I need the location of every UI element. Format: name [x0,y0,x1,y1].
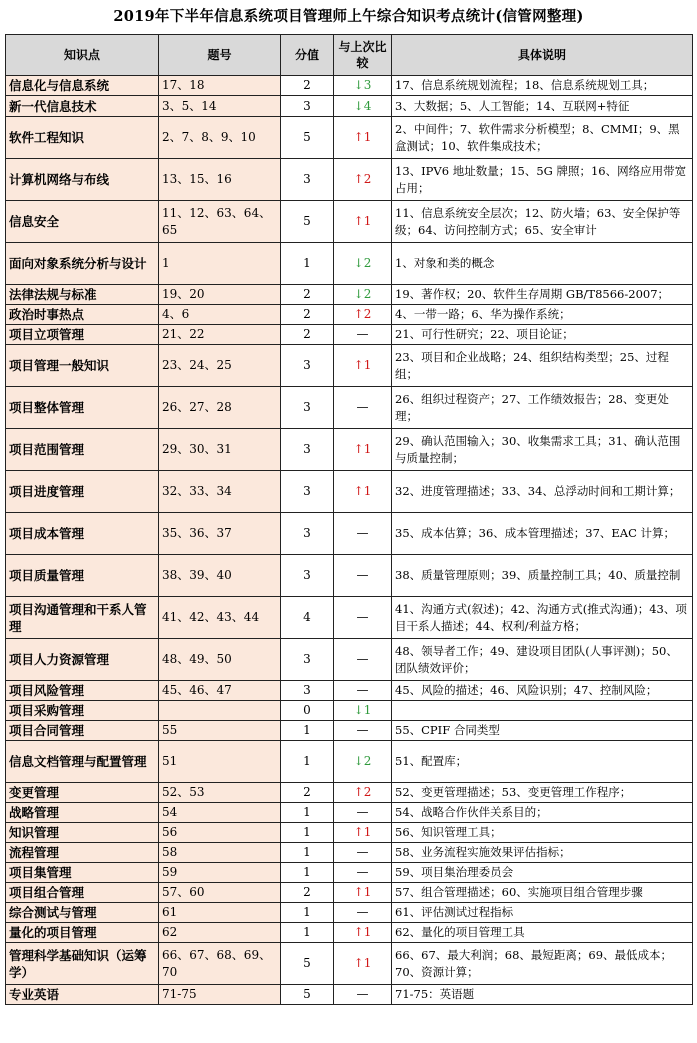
description-cell: 54、战略合作伙伴关系目的； [392,803,693,823]
compare-cell [334,243,392,285]
description-cell: 71-75：英语题 [392,985,693,1005]
compare-cell [334,117,392,159]
question-numbers-cell: 71-75 [159,985,281,1005]
compare-value: 1 [363,214,372,228]
score-cell: 5 [281,943,334,985]
question-numbers-cell: 1 [159,243,281,285]
description-cell: 21、可行性研究；22、项目论证； [392,325,693,345]
score-cell: 2 [281,325,334,345]
score-cell: 3 [281,471,334,513]
description-cell: 55、CPIF 合同类型 [392,721,693,741]
table-row [6,783,693,803]
topic-cell: 综合测试与管理 [6,903,159,923]
no-change-dash: — [356,568,369,582]
arrow-up-icon: ↑ [353,442,364,456]
question-numbers-cell: 11、12、63、64、65 [159,201,281,243]
compare-cell [334,843,392,863]
table-row [6,823,693,843]
table-row [6,741,693,783]
description-cell: 29、确认范围输入；30、收集需求工具；31、确认范围与质量控制； [392,429,693,471]
arrow-up-icon: ↑ [353,130,364,144]
score-cell: 4 [281,597,334,639]
compare-cell [334,701,392,721]
compare-value: 1 [363,885,372,899]
description-cell: 41、沟通方式(叙述)；42、沟通方式(推式沟通)；43、项目干系人描述；44、权利/利益方格； [392,597,693,639]
table-row [6,639,693,681]
header-description: 具体说明 [392,35,693,76]
question-numbers-cell: 54 [159,803,281,823]
topic-cell: 计算机网络与布线 [6,159,159,201]
no-change-dash: — [356,723,369,737]
score-cell: 3 [281,429,334,471]
table-body [6,76,693,1005]
no-change-dash: — [356,683,369,697]
compare-cell [334,96,392,117]
compare-cell [334,985,392,1005]
compare-cell [334,201,392,243]
description-cell [392,701,693,721]
topic-cell: 项目采购管理 [6,701,159,721]
topic-cell: 项目质量管理 [6,555,159,597]
topic-cell: 软件工程知识 [6,117,159,159]
table-row [6,76,693,96]
compare-cell [334,387,392,429]
question-numbers-cell: 38、39、40 [159,555,281,597]
arrow-up-icon: ↑ [353,956,364,970]
score-cell: 3 [281,681,334,701]
description-cell: 66、67、最大利润；68、最短距离；69、最低成本；70、资源计算； [392,943,693,985]
table-row [6,721,693,741]
score-cell: 1 [281,863,334,883]
compare-value: 2 [363,287,372,301]
description-cell: 56、知识管理工具； [392,823,693,843]
topic-cell: 项目沟通管理和干系人管理 [6,597,159,639]
description-cell: 58、业务流程实施效果评估指标； [392,843,693,863]
table-row [6,513,693,555]
score-cell: 3 [281,96,334,117]
arrow-down-icon: ↓ [353,703,364,717]
table-row [6,285,693,305]
no-change-dash: — [356,845,369,859]
topic-cell: 量化的项目管理 [6,923,159,943]
description-cell: 4、一带一路；6、华为操作系统； [392,305,693,325]
score-cell: 1 [281,741,334,783]
header-question-numbers: 题号 [159,35,281,76]
question-numbers-cell [159,701,281,721]
compare-value: 2 [363,754,372,768]
knowledge-table [5,34,693,1005]
arrow-up-icon: ↑ [353,885,364,899]
question-numbers-cell: 35、36、37 [159,513,281,555]
description-cell: 48、领导者工作；49、建设项目团队(人事评测)；50、团队绩效评价； [392,639,693,681]
table-row [6,387,693,429]
description-cell: 19、著作权；20、软件生存周期 GB/T8566-2007； [392,285,693,305]
compare-value: 2 [363,172,372,186]
question-numbers-cell: 55 [159,721,281,741]
compare-cell [334,159,392,201]
description-cell: 52、变更管理描述；53、变更管理工作程序； [392,783,693,803]
score-cell: 3 [281,513,334,555]
compare-cell [334,429,392,471]
question-numbers-cell: 2、7、8、9、10 [159,117,281,159]
table-row [6,985,693,1005]
no-change-dash: — [356,805,369,819]
question-numbers-cell: 17、18 [159,76,281,96]
score-cell: 1 [281,721,334,741]
compare-value: 1 [363,130,372,144]
topic-cell: 管理科学基础知识（运筹学） [6,943,159,985]
topic-cell: 政治时事热点 [6,305,159,325]
description-cell: 26、组织过程资产；27、工作绩效报告；28、变更处理； [392,387,693,429]
question-numbers-cell: 61 [159,903,281,923]
score-cell: 5 [281,201,334,243]
table-row [6,597,693,639]
table-row [6,159,693,201]
no-change-dash: — [356,610,369,624]
table-row [6,429,693,471]
question-numbers-cell: 52、53 [159,783,281,803]
no-change-dash: — [356,327,369,341]
topic-cell: 面向对象系统分析与设计 [6,243,159,285]
question-numbers-cell: 66、67、68、69、70 [159,943,281,985]
description-cell: 3、大数据；5、人工智能；14、互联网+特征 [392,96,693,117]
compare-cell [334,555,392,597]
score-cell: 1 [281,923,334,943]
description-cell: 23、项目和企业战略；24、组织结构类型；25、过程组； [392,345,693,387]
no-change-dash: — [356,987,369,1001]
table-row [6,117,693,159]
question-numbers-cell: 4、6 [159,305,281,325]
topic-cell: 知识管理 [6,823,159,843]
compare-value: 1 [363,703,372,717]
no-change-dash: — [356,526,369,540]
arrow-up-icon: ↑ [353,172,364,186]
question-numbers-cell: 3、5、14 [159,96,281,117]
description-cell: 1、对象和类的概念 [392,243,693,285]
question-numbers-cell: 29、30、31 [159,429,281,471]
compare-cell [334,943,392,985]
description-cell: 2、中间件；7、软件需求分析模型；8、CMMI；9、黑盒测试；10、软件集成技术； [392,117,693,159]
topic-cell: 信息文档管理与配置管理 [6,741,159,783]
topic-cell: 信息安全 [6,201,159,243]
description-cell: 32、进度管理描述；33、34、总浮动时间和工期计算； [392,471,693,513]
table-row [6,555,693,597]
score-cell: 2 [281,783,334,803]
arrow-down-icon: ↓ [353,256,364,270]
page-title: 2019年下半年信息系统项目管理师上午综合知识考点统计(信管网整理) [113,8,584,25]
compare-cell [334,803,392,823]
compare-cell [334,863,392,883]
compare-value: 1 [363,442,372,456]
compare-cell [334,305,392,325]
table-row [6,305,693,325]
score-cell: 3 [281,159,334,201]
compare-cell [334,883,392,903]
question-numbers-cell: 26、27、28 [159,387,281,429]
score-cell: 1 [281,903,334,923]
table-row [6,325,693,345]
table-row [6,863,693,883]
compare-cell [334,823,392,843]
score-cell: 2 [281,285,334,305]
question-numbers-cell: 58 [159,843,281,863]
topic-cell: 变更管理 [6,783,159,803]
score-cell: 0 [281,701,334,721]
topic-cell: 法律法规与标准 [6,285,159,305]
table-row [6,843,693,863]
topic-cell: 项目进度管理 [6,471,159,513]
compare-cell [334,285,392,305]
topic-cell: 信息化与信息系统 [6,76,159,96]
score-cell: 3 [281,639,334,681]
table-row [6,903,693,923]
table-row [6,803,693,823]
score-cell: 2 [281,305,334,325]
topic-cell: 项目立项管理 [6,325,159,345]
no-change-dash: — [356,400,369,414]
arrow-up-icon: ↑ [353,785,364,799]
compare-value: 1 [363,358,372,372]
score-cell: 1 [281,823,334,843]
question-numbers-cell: 59 [159,863,281,883]
score-cell: 2 [281,76,334,96]
table-header-row [6,35,693,76]
compare-cell [334,923,392,943]
question-numbers-cell: 45、46、47 [159,681,281,701]
topic-cell: 项目整体管理 [6,387,159,429]
compare-cell [334,639,392,681]
description-cell: 45、风险的描述；46、风险识别；47、控制风险； [392,681,693,701]
question-numbers-cell: 51 [159,741,281,783]
compare-cell [334,721,392,741]
arrow-down-icon: ↓ [353,287,364,301]
table-row [6,923,693,943]
header-compare: 与上次比较 [334,35,392,76]
compare-value: 2 [363,307,372,321]
header-score: 分值 [281,35,334,76]
topic-cell: 项目集管理 [6,863,159,883]
arrow-up-icon: ↑ [353,358,364,372]
question-numbers-cell: 23、24、25 [159,345,281,387]
topic-cell: 项目风险管理 [6,681,159,701]
table-row [6,883,693,903]
question-numbers-cell: 41、42、43、44 [159,597,281,639]
compare-value: 3 [363,78,372,92]
compare-value: 1 [363,925,372,939]
arrow-down-icon: ↓ [353,98,364,113]
question-numbers-cell: 48、49、50 [159,639,281,681]
compare-cell [334,325,392,345]
arrow-up-icon: ↑ [353,214,364,228]
table-row [6,243,693,285]
score-cell: 1 [281,243,334,285]
topic-cell: 战略管理 [6,803,159,823]
compare-cell [334,471,392,513]
topic-cell: 项目成本管理 [6,513,159,555]
topic-cell: 项目组合管理 [6,883,159,903]
compare-cell [334,783,392,803]
no-change-dash: — [356,652,369,666]
topic-cell: 项目管理一般知识 [6,345,159,387]
arrow-up-icon: ↑ [353,825,364,839]
question-numbers-cell: 57、60 [159,883,281,903]
compare-value: 1 [363,956,372,970]
topic-cell: 流程管理 [6,843,159,863]
score-cell: 1 [281,843,334,863]
arrow-up-icon: ↑ [353,307,364,321]
topic-cell: 专业英语 [6,985,159,1005]
score-cell: 5 [281,117,334,159]
description-cell: 17、信息系统规划流程；18、信息系统规划工具； [392,76,693,96]
table-row [6,345,693,387]
description-cell: 13、IPV6 地址数量；15、5G 牌照；16、网络应用带宽占用； [392,159,693,201]
compare-cell [334,741,392,783]
table-row [6,681,693,701]
score-cell: 3 [281,345,334,387]
arrow-down-icon: ↓ [353,754,364,768]
header-topic: 知识点 [6,35,159,76]
table-row [6,96,693,117]
compare-cell [334,597,392,639]
score-cell: 2 [281,883,334,903]
score-cell: 3 [281,555,334,597]
arrow-down-icon: ↓ [353,78,364,92]
compare-value: 4 [363,98,372,113]
question-numbers-cell: 32、33、34 [159,471,281,513]
compare-cell [334,681,392,701]
no-change-dash: — [356,905,369,919]
question-numbers-cell: 13、15、16 [159,159,281,201]
compare-value: 2 [363,785,372,799]
no-change-dash: — [356,865,369,879]
compare-cell [334,345,392,387]
topic-cell: 项目范围管理 [6,429,159,471]
topic-cell: 项目合同管理 [6,721,159,741]
table-row [6,471,693,513]
description-cell: 59、项目集治理委员会 [392,863,693,883]
description-cell: 11、信息系统安全层次；12、防火墙；63、安全保护等级；64、访问控制方式；65、安全审计 [392,201,693,243]
description-cell: 61、评估测试过程指标 [392,903,693,923]
table-row [6,201,693,243]
compare-value: 1 [363,484,372,498]
arrow-up-icon: ↑ [353,925,364,939]
score-cell: 1 [281,803,334,823]
description-cell: 35、成本估算；36、成本管理描述；37、EAC 计算； [392,513,693,555]
compare-cell [334,903,392,923]
arrow-up-icon: ↑ [353,484,364,498]
description-cell: 62、量化的项目管理工具 [392,923,693,943]
compare-cell [334,513,392,555]
question-numbers-cell: 19、20 [159,285,281,305]
description-cell: 38、质量管理原则；39、质量控制工具；40、质量控制 [392,555,693,597]
compare-value: 1 [363,825,372,839]
compare-value: 2 [363,256,372,270]
topic-cell: 新一代信息技术 [6,96,159,117]
score-cell: 3 [281,387,334,429]
question-numbers-cell: 56 [159,823,281,843]
table-row [6,701,693,721]
description-cell: 57、组合管理描述；60、实施项目组合管理步骤 [392,883,693,903]
topic-cell: 项目人力资源管理 [6,639,159,681]
description-cell: 51、配置库； [392,741,693,783]
score-cell: 5 [281,985,334,1005]
compare-cell [334,76,392,96]
table-row [6,943,693,985]
question-numbers-cell: 62 [159,923,281,943]
question-numbers-cell: 21、22 [159,325,281,345]
